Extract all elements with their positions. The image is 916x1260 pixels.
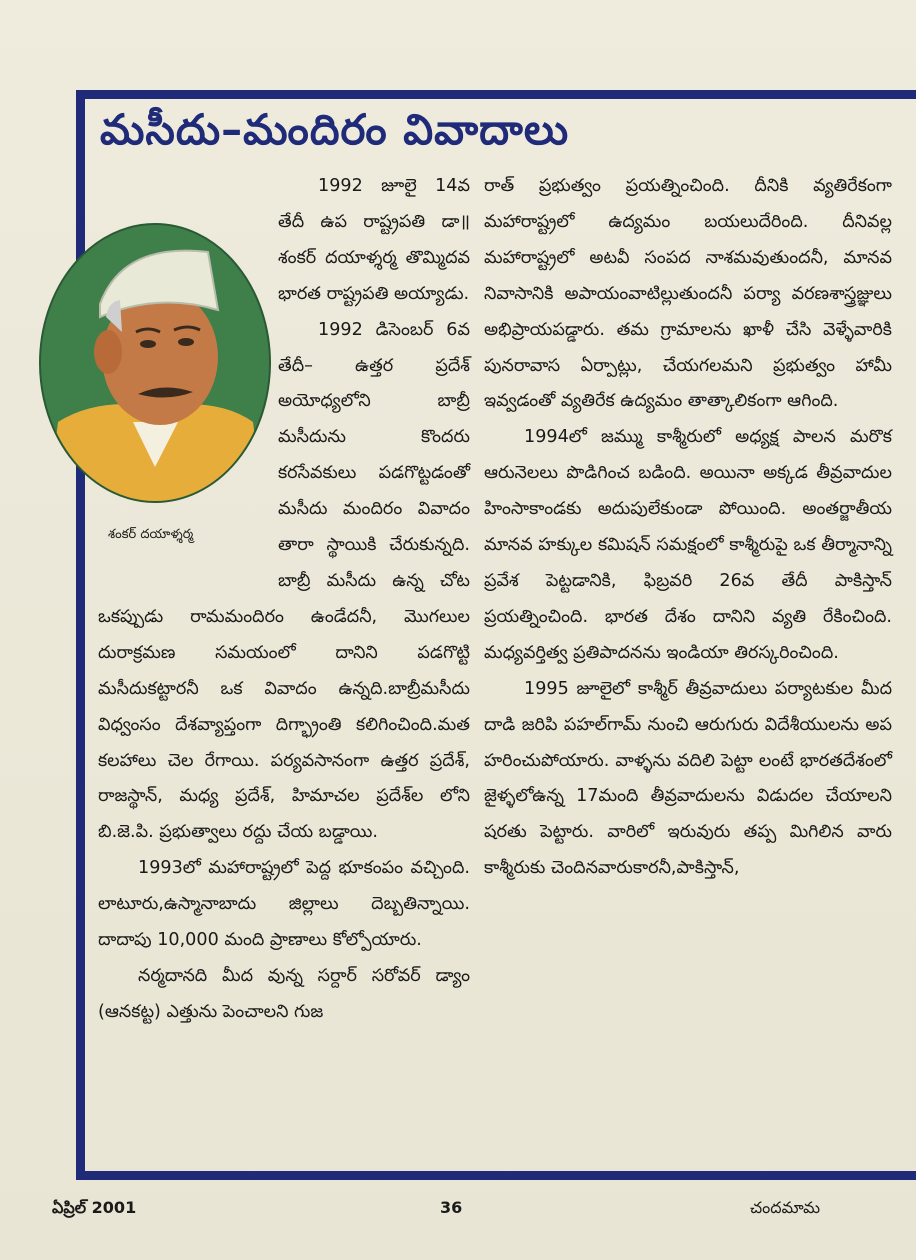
portrait-wrap-space — [98, 169, 278, 579]
article-title: మసీదు–మందిరం వివాదాలు — [100, 105, 570, 154]
frame-top-border — [76, 90, 916, 99]
footer-issue-month: ఏప్రిల్ 2001 — [52, 1198, 137, 1217]
article-column-right — [484, 169, 892, 887]
portrait-caption: శంకర్ దయాళ్శర్మ — [108, 527, 194, 542]
paragraph-5: రాత్ ప్రభుత్వం ప్రయత్నించింది. దీనికి వ్యతిరేకంగా మహారాష్ట్రలో ఉద్యమం బయలుదేరింది. దీనివల్ల మహారాష్ట్రలో అటవీ సంపద నాశమవుతుందనీ, మానవ నివాసానికి అపాయంవాటిల్లుతుందనీ పర్యా వరణశాస్త్రజ్ఞులు అభిప్రాయపడ్డారు. తమ గ్రామాలను ఖాళీ చేసి వెళ్ళేవారికి పునరావాస ఏర్పాట్లు, చేయగలమని ప్రభుత్వం హామీ ఇవ్వడంతో వ్యతిరేక ఉద్యమం తాత్కాలికంగా ఆగింది. — [484, 176, 892, 412]
footer-page-number: 36 — [440, 1198, 463, 1217]
paragraph-2: 1992 డిసెంబర్ 6వ తేదీ– ఉత్తర ప్రదేశ్ అయోధ్యలోని బాబ్రీ మసీదును కొందరు కరసేవకులు పడగొట్టడంతో మసీదు మందిరం వివాదం తారా స్థాయికి చేరుకున్నది. బాబ్రీ మసీదు ఉన్న చోట ఒకప్పుడు రామమందిరం ఉండేదనీ, మొగలుల దురాక్రమణ సమయంలో దానిని పడగొట్టి మసీదుకట్టారనీ ఒక వివాదం ఉన్నది.బాబ్రీమసీదు విధ్వంసం దేశవ్యాప్తంగా దిగ్భ్రాంతి కలిగించింది.మత కలహాలు చెల రేగాయి. పర్యవసానంగా ఉత్తర ప్రదేశ్, రాజస్థాన్, మధ్య ప్రదేశ్, హిమాచల ప్రదేశ్‌ల లోని బి.జె.పి. ప్రభుత్వాలు రద్దు చేయ బడ్డాయి. — [98, 319, 470, 843]
article-column-left — [98, 169, 470, 1031]
paragraph-4: నర్మదానది మీద వున్న సర్దార్ సరోవర్ డ్యాం (ఆనకట్ట) ఎత్తును పెంచాలని గుజ — [98, 965, 470, 1022]
paragraph-1: 1992 జూలై 14వ తేదీ ఉప రాష్ట్రపతి డా॥శంకర్ దయాళ్శర్మ తొమ్మిదవ భారత రాష్ట్రపతి అయ్యాడు. — [278, 176, 470, 304]
footer-magazine-name: చందమామ — [750, 1198, 821, 1217]
paragraph-7: 1995 జూలైలో కాశ్మీర్ తీవ్రవాదులు పర్యాటకుల మీద దాడి జరిపి పహల్‌గామ్ నుంచి ఆరుగురు విదేశీయులను అప హరించుపోయారు. వాళ్ళను వదిలి పెట్టా లంటే భారతదేశంలో జైళ్ళలోఉన్న 17మంది తీవ్రవాదులను విడుదల చేయాలని షరతు పెట్టారు. వారిలో ఇరువురు తప్ప మిగిలిన వారు కాశ్మీరుకు చెందినవారుకారనీ,పాకిస్తాన్, — [484, 678, 892, 879]
frame-bottom-border — [76, 1171, 916, 1180]
paragraph-3: 1993లో మహారాష్ట్రలో పెద్ద భూకంపం వచ్చింది. లాటూరు,ఉస్మానాబాదు జిల్లాలు దెబ్బతిన్నాయి. దాదాపు 10,000 మంది ప్రాణాలు కోల్పోయారు. — [98, 858, 470, 951]
paragraph-6: 1994లో జమ్ము కాశ్మీరులో అధ్యక్ష పాలన మరొక ఆరునెలలు పొడిగించ బడింది. అయినా అక్కడ తీవ్రవాదుల హింసాకాండకు అదుపులేకుండా పోయింది. అంతర్జాతీయ మానవ హక్కుల కమిషన్ సమక్షంలో కాశ్మీరుపై ఒక తీర్మానాన్ని ప్రవేశ పెట్టడానికి, ఫిబ్రవరి 26వ తేదీ పాకిస్తాన్ ప్రయత్నించింది. భారత దేశం దానిని వ్యతి రేకించింది. మధ్యవర్తిత్వ ప్రతిపాదనను ఇండియా తిరస్కరించింది. — [484, 427, 892, 663]
